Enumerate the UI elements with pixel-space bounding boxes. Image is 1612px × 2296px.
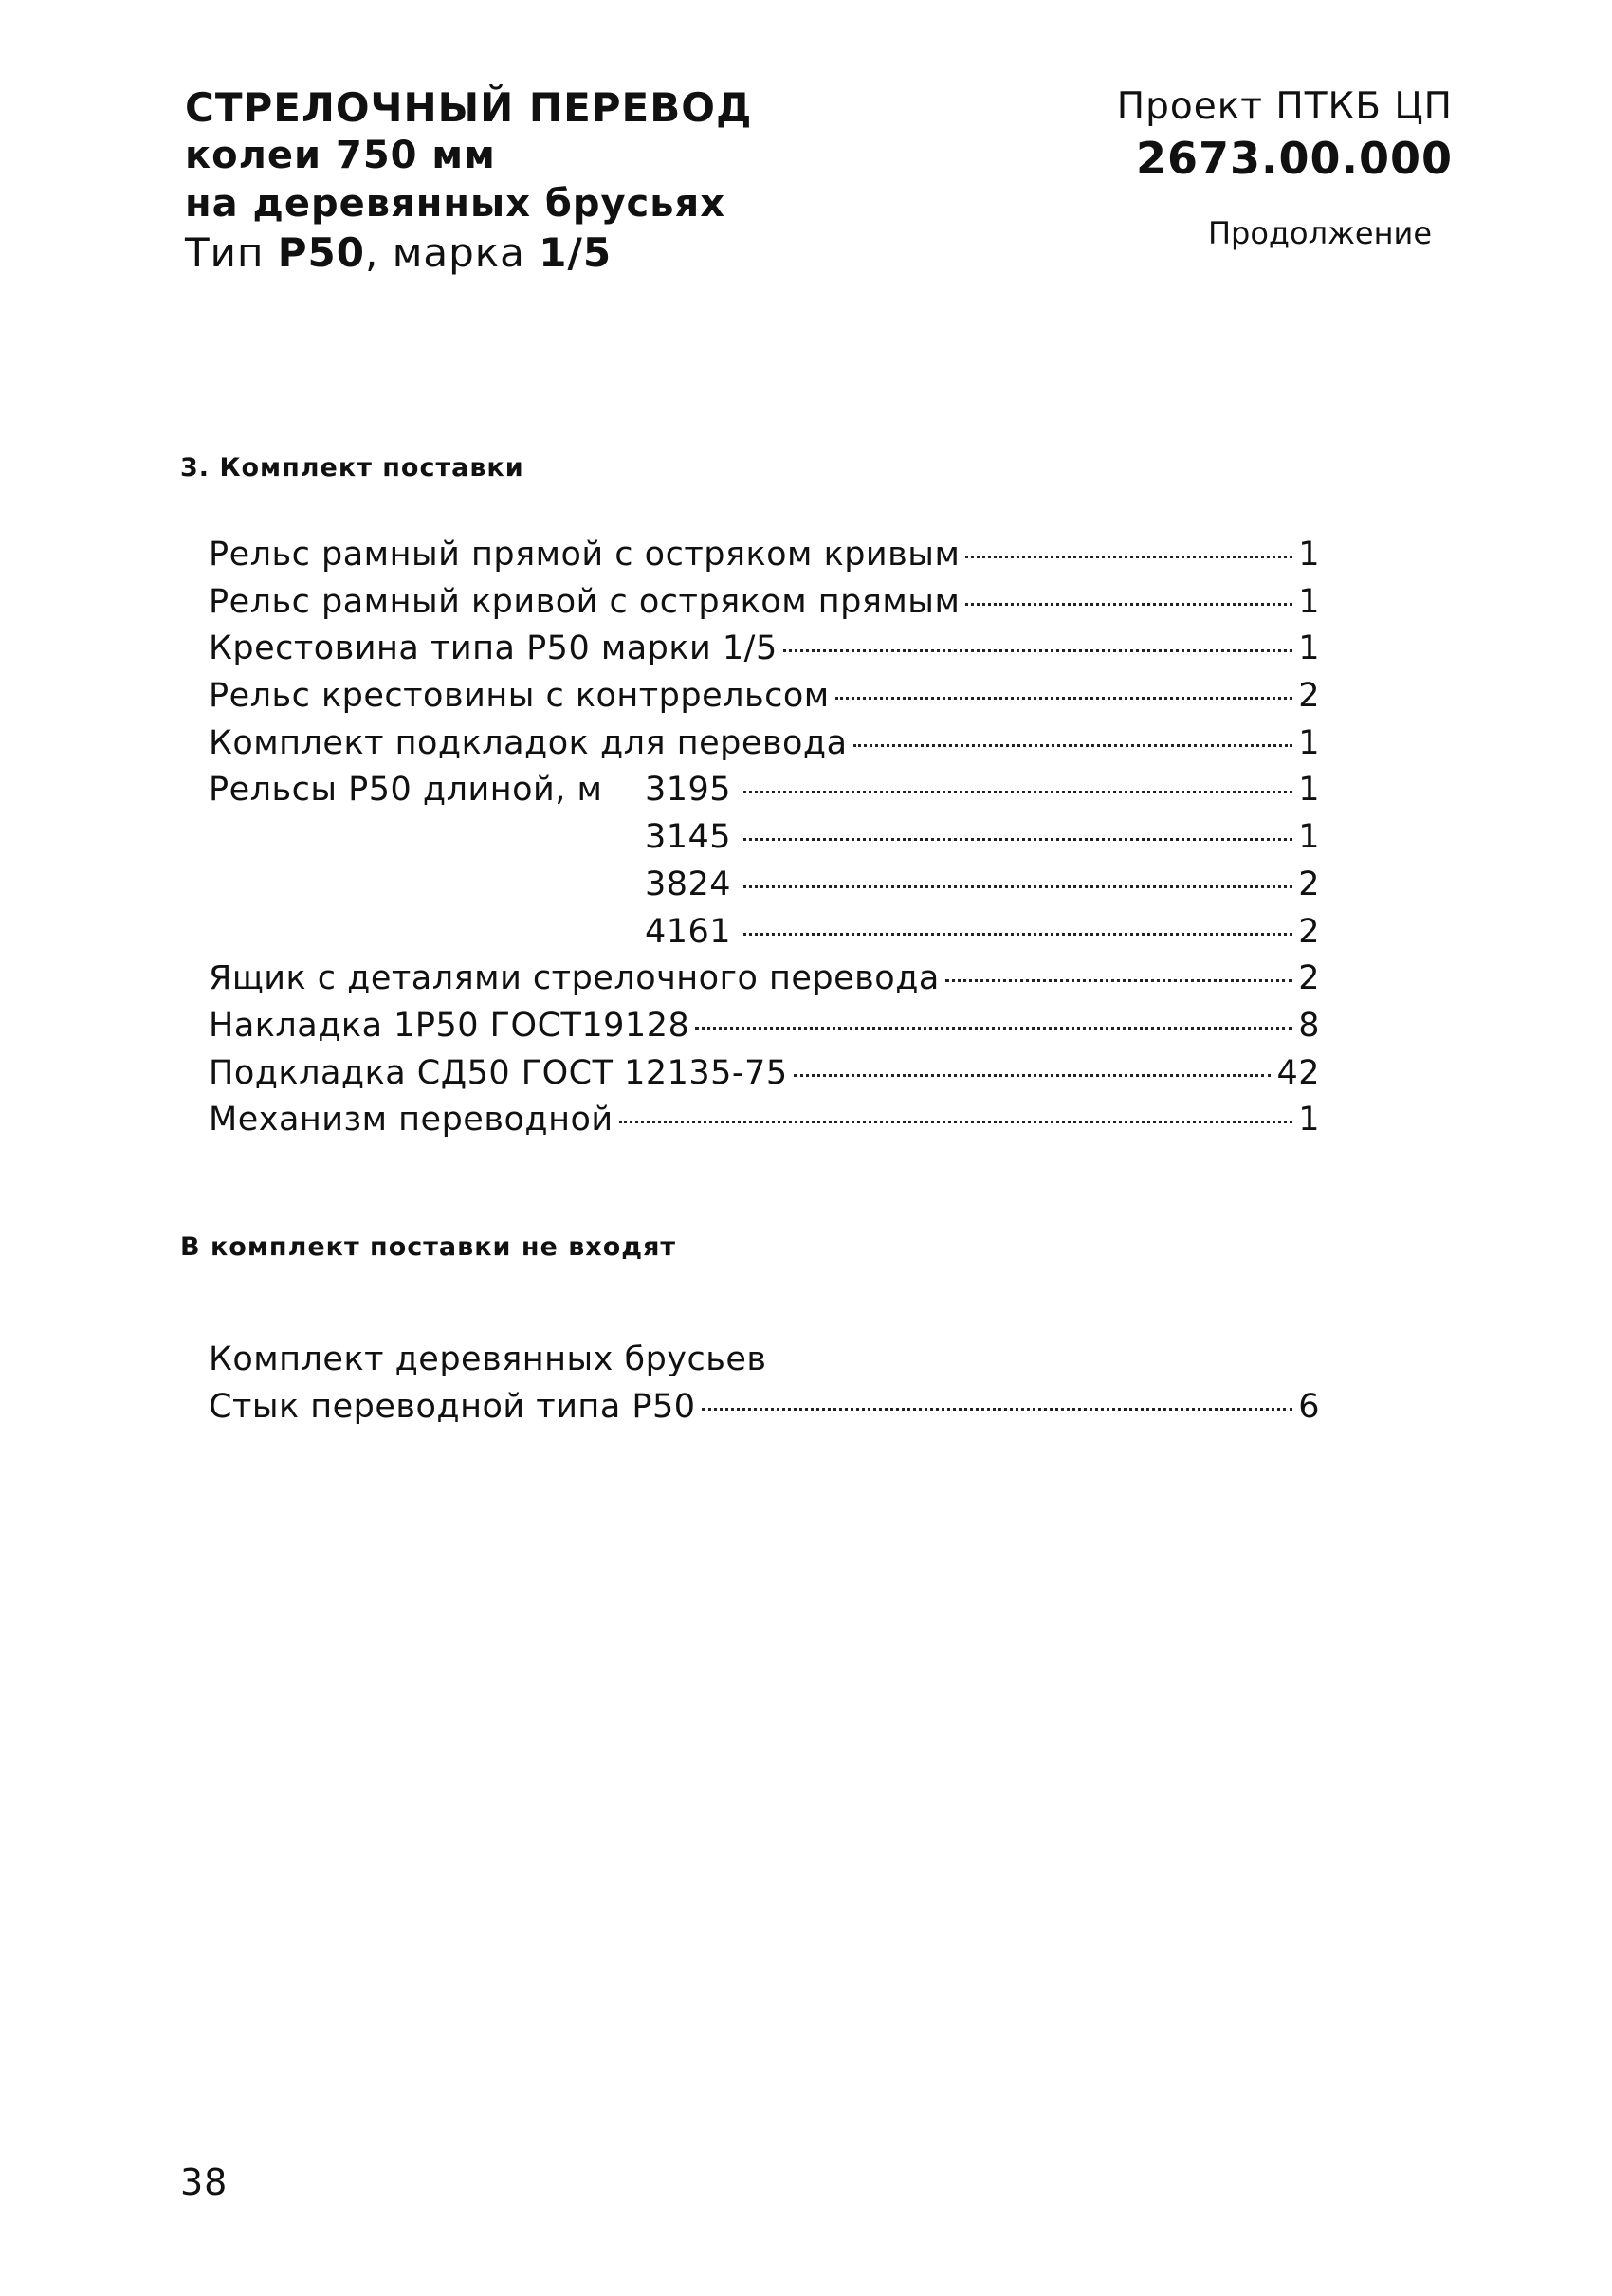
- list-item: [209, 583, 1320, 630]
- project-number: 2673.00.000: [1135, 133, 1453, 184]
- page-number: 38: [180, 2161, 229, 2203]
- dot-leader: [965, 603, 1292, 606]
- item-qty: 1: [1298, 582, 1320, 621]
- list-item: [209, 1007, 1320, 1054]
- dot-leader: [743, 885, 1292, 888]
- title-main: СТРЕЛОЧНЫЙ ПЕРЕВОД: [185, 84, 753, 131]
- title-grade-prefix: , марка: [365, 229, 540, 276]
- list-item: [209, 866, 1320, 913]
- item-qty: 1: [1298, 771, 1320, 810]
- item-name: Крестовина типа Р50 марки 1/5: [209, 629, 778, 668]
- dot-leader: [794, 1074, 1272, 1077]
- dot-leader: [965, 556, 1292, 558]
- list-item: [209, 818, 1320, 866]
- item-qty: 1: [1298, 818, 1320, 857]
- item-name: Рельс рамный кривой с остряком прямым: [209, 582, 961, 621]
- rail-length: 3824: [645, 865, 732, 903]
- list-item: [209, 536, 1320, 583]
- item-qty: 42: [1276, 1053, 1320, 1092]
- list-item: [209, 724, 1320, 772]
- rail-length: 3145: [645, 818, 732, 857]
- item-qty: 6: [1298, 1387, 1320, 1426]
- title-type-value: Р50: [277, 229, 365, 276]
- title-type-prefix: Тип: [185, 229, 278, 276]
- list-item: [209, 771, 1320, 818]
- dot-leader: [835, 697, 1293, 700]
- list-item: [209, 629, 1320, 677]
- list-item: [209, 959, 1320, 1007]
- list-item: [209, 1340, 1320, 1388]
- rail-length: 4161: [645, 912, 732, 951]
- item-name: Рельс рамный прямой с остряком кривым: [209, 536, 961, 574]
- dot-leader: [695, 1027, 1292, 1030]
- item-qty: 2: [1298, 677, 1320, 716]
- item-qty: 1: [1298, 629, 1320, 668]
- project-block: [998, 83, 1453, 252]
- dot-leader: [702, 1408, 1293, 1411]
- item-qty: 1: [1298, 1101, 1320, 1139]
- list-item: [209, 1054, 1320, 1102]
- title-gauge: колеи 750 мм: [185, 134, 496, 177]
- list-item: [209, 913, 1320, 960]
- item-name: Подкладка СД50 ГОСТ 12135-75: [209, 1053, 788, 1092]
- item-name: Накладка 1Р50 ГОСТ19128: [209, 1006, 690, 1045]
- title-block: [185, 83, 906, 277]
- not-included-list: [209, 1340, 1320, 1434]
- item-qty: 2: [1298, 912, 1320, 951]
- item-qty: 2: [1298, 959, 1320, 998]
- item-name: Стык переводной типа Р50: [209, 1387, 696, 1426]
- item-name: Ящик с деталями стрелочного перевода: [209, 959, 940, 998]
- project-label: Проект ПТКБ ЦП: [1116, 85, 1453, 128]
- dot-leader: [619, 1121, 1293, 1123]
- dot-leader: [743, 933, 1292, 936]
- item-qty: 1: [1298, 723, 1320, 762]
- item-name: Рельс крестовины с контррельсом: [209, 677, 830, 716]
- item-qty: 1: [1298, 536, 1320, 574]
- section-title-not-included: В комплект поставки не входят: [180, 1232, 677, 1262]
- rail-length: 3195: [645, 771, 732, 810]
- section-title-delivery-set: 3. Комплект поставки: [180, 453, 524, 483]
- list-item: [209, 1388, 1320, 1435]
- title-type-grade: [185, 228, 906, 277]
- dot-leader: [945, 979, 1292, 982]
- delivery-set-list: [209, 536, 1320, 1148]
- dot-leader: [743, 838, 1292, 841]
- item-name: Комплект деревянных брусьев: [209, 1340, 767, 1378]
- item-name: Комплект подкладок для перевода: [209, 723, 848, 762]
- dot-leader: [853, 744, 1293, 747]
- dot-leader: [783, 649, 1292, 652]
- item-name: Рельсы Р50 длиной, м: [209, 771, 603, 810]
- dot-leader: [743, 791, 1292, 793]
- title-grade-value: 1/5: [539, 229, 613, 276]
- continuation-label: Продолжение: [1207, 215, 1432, 251]
- list-item: [209, 1101, 1320, 1148]
- item-name: Механизм переводной: [209, 1101, 614, 1139]
- list-item: [209, 677, 1320, 724]
- item-qty: 8: [1298, 1006, 1320, 1045]
- item-qty: 2: [1298, 865, 1320, 903]
- title-sleepers: на деревянных брусьях: [185, 182, 726, 226]
